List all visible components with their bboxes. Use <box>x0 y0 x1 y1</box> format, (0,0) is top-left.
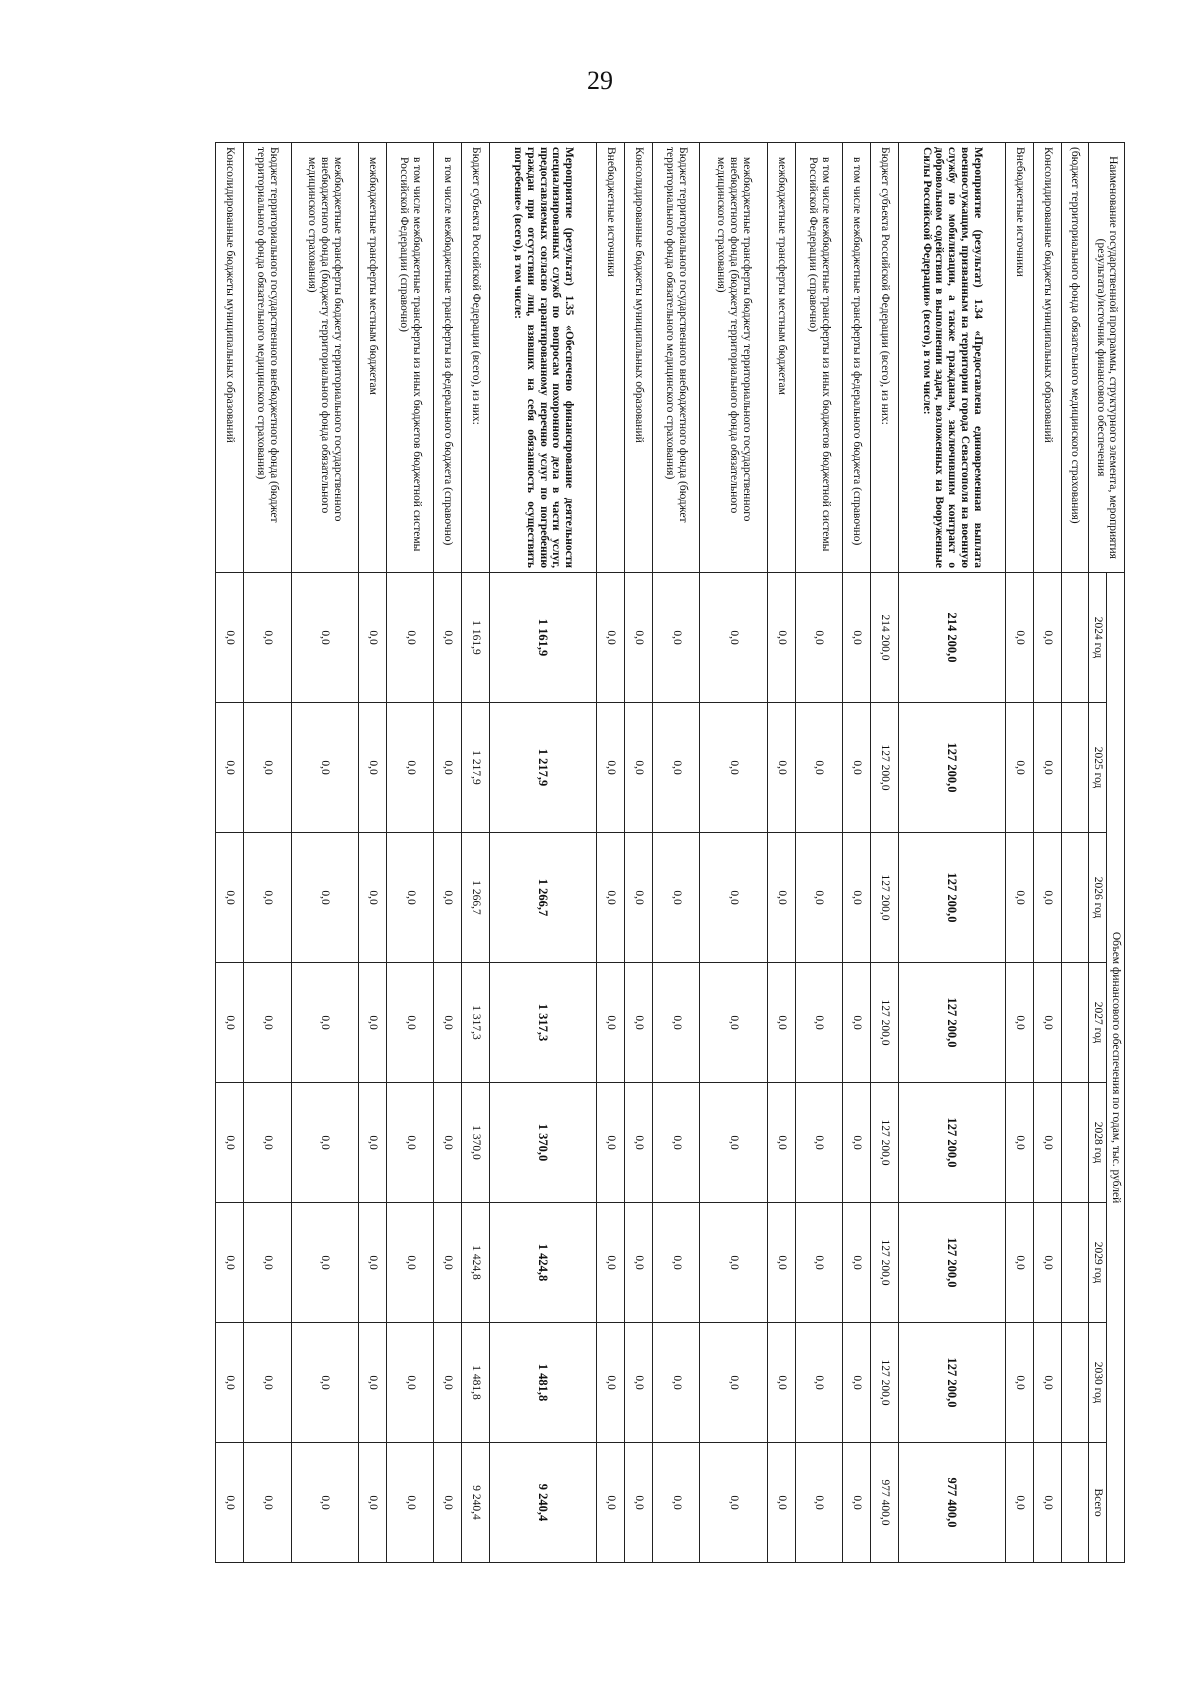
row-year-value: 0,0 <box>216 703 244 833</box>
row-year-value: 0,0 <box>625 1203 653 1323</box>
header-year: 2030 год <box>1089 1323 1107 1443</box>
row-year-value: 0,0 <box>386 703 434 833</box>
row-year-value: 0,0 <box>795 833 843 963</box>
row-year-value: 1 370,0 <box>489 1083 597 1203</box>
row-year-value: 0,0 <box>700 1083 768 1203</box>
row-year-value: 0,0 <box>1006 963 1034 1083</box>
table-row <box>795 143 843 1563</box>
row-total-value: 0,0 <box>359 1443 387 1563</box>
row-year-value <box>1061 833 1089 963</box>
row-year-value <box>1061 1323 1089 1443</box>
row-year-value: 0,0 <box>291 703 359 833</box>
table-row <box>700 143 768 1563</box>
row-year-value: 0,0 <box>700 1323 768 1443</box>
row-total-value: 0,0 <box>434 1443 462 1563</box>
table-row <box>359 143 387 1563</box>
row-year-value: 0,0 <box>652 703 700 833</box>
row-total-value: 977 400,0 <box>871 1443 899 1563</box>
row-year-value: 1 217,9 <box>489 703 597 833</box>
row-year-value: 1 424,8 <box>489 1203 597 1323</box>
row-year-value: 0,0 <box>216 573 244 703</box>
row-year-value: 0,0 <box>652 833 700 963</box>
header-name: Наименование государственной программы, структурного элемента, мероприятия (результата)/источник финансового обеспечения <box>1089 143 1125 573</box>
row-year-value: 127 200,0 <box>871 1203 899 1323</box>
row-year-value: 0,0 <box>1033 1083 1061 1203</box>
row-year-value: 0,0 <box>795 1323 843 1443</box>
row-year-value: 0,0 <box>359 1323 387 1443</box>
row-name: Бюджет территориального государственного внебюджетного фонда (бюджет территориального фонда обязательного медицинского страхования) <box>243 143 291 573</box>
row-total-value: 977 400,0 <box>898 1443 1006 1563</box>
header-year: 2027 год <box>1089 963 1107 1083</box>
page-number: 29 <box>587 66 613 95</box>
row-year-value: 0,0 <box>652 1203 700 1323</box>
row-year-value: 0,0 <box>1006 703 1034 833</box>
row-year-value: 0,0 <box>625 703 653 833</box>
row-year-value: 0,0 <box>386 1323 434 1443</box>
row-year-value: 0,0 <box>291 1083 359 1203</box>
row-name: Мероприятие (результат) 1.34 «Предоставлена единовременная выплата военнослужащим, призванным на территории города Севастополя на военную службу по мобилизации, а также гражданам, заключившим контракт о добровольном содействии в выполнении задач, возложенных на Вооруженные Силы Российской Федерации» (всего), в том числе: <box>898 143 1006 573</box>
row-year-value: 0,0 <box>359 833 387 963</box>
row-year-value: 0,0 <box>434 833 462 963</box>
table-row <box>434 143 462 1563</box>
row-year-value: 1 317,3 <box>489 963 597 1083</box>
row-year-value: 0,0 <box>767 833 795 963</box>
row-total-value: 0,0 <box>700 1443 768 1563</box>
row-year-value: 0,0 <box>625 1083 653 1203</box>
row-year-value: 0,0 <box>652 1323 700 1443</box>
table-row <box>386 143 434 1563</box>
row-total-value: 0,0 <box>597 1443 625 1563</box>
row-year-value <box>1061 963 1089 1083</box>
row-year-value: 0,0 <box>843 1203 871 1323</box>
header-year: 2028 год <box>1089 1083 1107 1203</box>
row-year-value <box>1061 703 1089 833</box>
row-name: межбюджетные трансферты местным бюджетам <box>767 143 795 573</box>
table-row <box>1061 143 1089 1563</box>
row-year-value: 0,0 <box>216 1203 244 1323</box>
row-year-value: 0,0 <box>1033 1323 1061 1443</box>
row-year-value: 0,0 <box>795 1083 843 1203</box>
row-year-value: 0,0 <box>216 1083 244 1203</box>
row-year-value: 0,0 <box>243 963 291 1083</box>
row-year-value: 0,0 <box>700 1203 768 1323</box>
row-name: в том числе межбюджетные трансферты из федерального бюджета (справочно) <box>434 143 462 573</box>
row-year-value: 0,0 <box>359 703 387 833</box>
row-year-value <box>1061 1203 1089 1323</box>
row-year-value: 1 370,0 <box>462 1083 490 1203</box>
row-total-value: 0,0 <box>1033 1443 1061 1563</box>
row-name: Консолидированные бюджеты муниципальных образований <box>216 143 244 573</box>
row-year-value: 0,0 <box>434 573 462 703</box>
header-year: 2029 год <box>1089 1203 1107 1323</box>
row-year-value: 0,0 <box>291 963 359 1083</box>
row-year-value: 0,0 <box>795 1203 843 1323</box>
row-year-value: 0,0 <box>843 1323 871 1443</box>
row-name: межбюджетные трансферты местным бюджетам <box>359 143 387 573</box>
rotated-table-wrapper <box>215 142 1125 1562</box>
row-year-value: 0,0 <box>597 1083 625 1203</box>
row-total-value: 0,0 <box>291 1443 359 1563</box>
row-year-value: 0,0 <box>291 1323 359 1443</box>
row-year-value: 0,0 <box>1006 1083 1034 1203</box>
header-volume: Объем финансового обеспечения по годам, тыс. рублей <box>1107 573 1125 1563</box>
header-year: 2025 год <box>1089 703 1107 833</box>
table-row <box>597 143 625 1563</box>
row-year-value: 127 200,0 <box>898 833 1006 963</box>
row-name: Мероприятие (результат) 1.35 «Обеспечено финансирование деятельности специализированных служб по вопросам похоронного дела в части услуг, предоставляемых согласно гарантированному перечню услуг по погребению граждан при отсутствии лиц, взявших на себя обязанность осуществить погребение» (всего), в том числе: <box>489 143 597 573</box>
row-year-value: 0,0 <box>216 833 244 963</box>
table-row <box>291 143 359 1563</box>
table-row <box>462 143 490 1563</box>
row-total-value <box>1061 1443 1089 1563</box>
row-year-value: 0,0 <box>597 833 625 963</box>
row-year-value: 0,0 <box>1033 1203 1061 1323</box>
row-year-value: 0,0 <box>359 1083 387 1203</box>
row-year-value: 127 200,0 <box>898 1083 1006 1203</box>
row-year-value: 0,0 <box>1006 1323 1034 1443</box>
row-year-value: 0,0 <box>625 833 653 963</box>
row-name: межбюджетные трансферты бюджету территориального государственного внебюджетного фонда (бюджету территориального фонда обязательного медицинского страхования) <box>700 143 768 573</box>
row-year-value: 0,0 <box>1033 703 1061 833</box>
row-total-value: 0,0 <box>1006 1443 1034 1563</box>
row-year-value: 0,0 <box>386 963 434 1083</box>
row-year-value: 0,0 <box>652 1083 700 1203</box>
row-year-value: 0,0 <box>359 1203 387 1323</box>
row-year-value: 0,0 <box>359 573 387 703</box>
row-year-value: 0,0 <box>291 1203 359 1323</box>
row-year-value: 1 481,8 <box>489 1323 597 1443</box>
row-year-value: 0,0 <box>700 833 768 963</box>
row-year-value: 127 200,0 <box>871 703 899 833</box>
table-row <box>625 143 653 1563</box>
table-row <box>1006 143 1034 1563</box>
row-year-value: 0,0 <box>700 573 768 703</box>
row-year-value: 214 200,0 <box>871 573 899 703</box>
row-year-value: 0,0 <box>652 573 700 703</box>
row-name: в том числе межбюджетные трансферты из федерального бюджета (справочно) <box>843 143 871 573</box>
row-year-value: 0,0 <box>434 1323 462 1443</box>
row-year-value: 127 200,0 <box>898 1323 1006 1443</box>
row-year-value: 0,0 <box>1033 963 1061 1083</box>
header-year: 2026 год <box>1089 833 1107 963</box>
row-year-value: 127 200,0 <box>871 1083 899 1203</box>
row-total-value: 0,0 <box>652 1443 700 1563</box>
row-year-value: 0,0 <box>1033 573 1061 703</box>
row-name: Бюджет субъекта Российской Федерации (всего), из них: <box>871 143 899 573</box>
row-total-value: 0,0 <box>243 1443 291 1563</box>
table-body <box>216 143 1089 1563</box>
header-year: 2024 год <box>1089 573 1107 703</box>
row-year-value: 0,0 <box>625 1323 653 1443</box>
row-year-value: 0,0 <box>291 573 359 703</box>
row-year-value: 0,0 <box>216 1323 244 1443</box>
row-name: Бюджет субъекта Российской Федерации (всего), из них: <box>462 143 490 573</box>
row-total-value: 0,0 <box>843 1443 871 1563</box>
row-total-value: 9 240,4 <box>489 1443 597 1563</box>
table-row <box>871 143 899 1563</box>
row-year-value: 0,0 <box>767 1323 795 1443</box>
row-year-value: 0,0 <box>597 1323 625 1443</box>
row-year-value: 0,0 <box>795 573 843 703</box>
row-year-value: 0,0 <box>700 703 768 833</box>
row-year-value: 0,0 <box>1006 1203 1034 1323</box>
row-year-value: 0,0 <box>767 573 795 703</box>
row-total-value: 0,0 <box>216 1443 244 1563</box>
table-row <box>216 143 244 1563</box>
row-total-value: 9 240,4 <box>462 1443 490 1563</box>
row-year-value: 0,0 <box>434 1083 462 1203</box>
row-year-value: 0,0 <box>767 963 795 1083</box>
row-year-value: 214 200,0 <box>898 573 1006 703</box>
row-name: Внебюджетные источники <box>597 143 625 573</box>
row-year-value: 0,0 <box>843 1083 871 1203</box>
row-year-value: 0,0 <box>843 703 871 833</box>
table-row <box>843 143 871 1563</box>
row-year-value: 1 424,8 <box>462 1203 490 1323</box>
row-year-value: 0,0 <box>359 963 387 1083</box>
row-year-value: 0,0 <box>597 573 625 703</box>
row-year-value: 0,0 <box>1033 833 1061 963</box>
row-year-value: 0,0 <box>843 963 871 1083</box>
row-year-value: 0,0 <box>434 703 462 833</box>
row-name: Внебюджетные источники <box>1006 143 1034 573</box>
row-name: (бюджет территориального фонда обязательного медицинского страхования) <box>1061 143 1089 573</box>
row-year-value: 1 161,9 <box>489 573 597 703</box>
table-row <box>652 143 700 1563</box>
row-name: в том числе межбюджетные трансферты из иных бюджетов бюджетной системы Российской Федерации (справочно) <box>386 143 434 573</box>
row-year-value: 127 200,0 <box>871 833 899 963</box>
row-year-value: 127 200,0 <box>871 1323 899 1443</box>
header-row-top <box>1107 143 1125 1563</box>
row-total-value: 0,0 <box>625 1443 653 1563</box>
row-year-value: 0,0 <box>843 573 871 703</box>
header-total: Всего <box>1089 1443 1107 1563</box>
row-year-value: 0,0 <box>434 1203 462 1323</box>
table-row <box>489 143 597 1563</box>
row-total-value: 0,0 <box>767 1443 795 1563</box>
row-year-value: 1 161,9 <box>462 573 490 703</box>
row-year-value: 127 200,0 <box>898 1203 1006 1323</box>
row-year-value: 0,0 <box>291 833 359 963</box>
row-year-value: 0,0 <box>700 963 768 1083</box>
row-year-value: 0,0 <box>625 963 653 1083</box>
table-row <box>767 143 795 1563</box>
row-year-value: 0,0 <box>843 833 871 963</box>
row-year-value: 0,0 <box>597 1203 625 1323</box>
row-year-value: 0,0 <box>243 703 291 833</box>
row-year-value: 0,0 <box>243 1323 291 1443</box>
row-year-value <box>1061 1083 1089 1203</box>
row-year-value: 1 481,8 <box>462 1323 490 1443</box>
row-year-value <box>1061 573 1089 703</box>
row-year-value: 0,0 <box>767 1203 795 1323</box>
row-name: в том числе межбюджетные трансферты из иных бюджетов бюджетной системы Российской Федерации (справочно) <box>795 143 843 573</box>
row-year-value: 1 266,7 <box>462 833 490 963</box>
row-year-value: 0,0 <box>434 963 462 1083</box>
row-year-value: 0,0 <box>386 1083 434 1203</box>
row-year-value: 0,0 <box>767 1083 795 1203</box>
row-year-value: 0,0 <box>652 963 700 1083</box>
row-total-value: 0,0 <box>386 1443 434 1563</box>
row-year-value: 0,0 <box>243 1083 291 1203</box>
row-year-value: 0,0 <box>243 573 291 703</box>
row-year-value: 1 266,7 <box>489 833 597 963</box>
row-year-value: 0,0 <box>216 963 244 1083</box>
row-year-value: 0,0 <box>625 573 653 703</box>
table-row <box>243 143 291 1563</box>
row-name: Консолидированные бюджеты муниципальных образований <box>625 143 653 573</box>
row-total-value: 0,0 <box>795 1443 843 1563</box>
row-year-value: 0,0 <box>243 833 291 963</box>
row-year-value: 0,0 <box>1006 833 1034 963</box>
row-year-value: 0,0 <box>767 703 795 833</box>
row-year-value: 0,0 <box>243 1203 291 1323</box>
row-year-value: 1 217,9 <box>462 703 490 833</box>
row-year-value: 127 200,0 <box>898 963 1006 1083</box>
row-name: межбюджетные трансферты бюджету территориального государственного внебюджетного фонда (бюджету территориального фонда обязательного медицинского страхования) <box>291 143 359 573</box>
row-year-value: 0,0 <box>795 703 843 833</box>
row-year-value: 0,0 <box>386 1203 434 1323</box>
row-year-value: 0,0 <box>597 963 625 1083</box>
table-row <box>898 143 1006 1563</box>
row-name: Консолидированные бюджеты муниципальных образований <box>1033 143 1061 573</box>
row-year-value: 0,0 <box>1006 573 1034 703</box>
row-name: Бюджет территориального государственного внебюджетного фонда (бюджет территориального фонда обязательного медицинского страхования) <box>652 143 700 573</box>
row-year-value: 127 200,0 <box>871 963 899 1083</box>
row-year-value: 0,0 <box>386 833 434 963</box>
table-row <box>1033 143 1061 1563</box>
row-year-value: 127 200,0 <box>898 703 1006 833</box>
row-year-value: 0,0 <box>597 703 625 833</box>
financing-table <box>215 142 1125 1563</box>
row-year-value: 0,0 <box>795 963 843 1083</box>
row-year-value: 0,0 <box>386 573 434 703</box>
row-year-value: 1 317,3 <box>462 963 490 1083</box>
